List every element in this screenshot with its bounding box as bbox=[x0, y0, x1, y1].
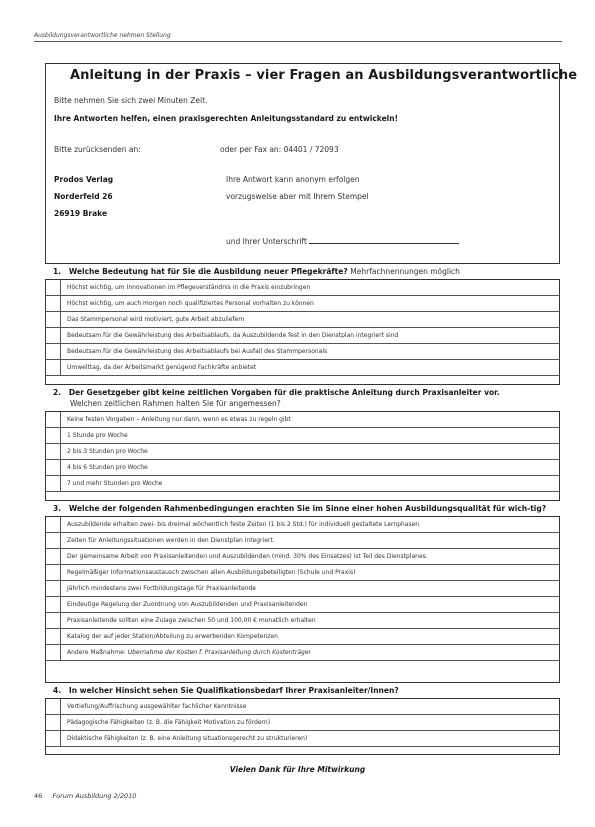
question-text: In welcher Hinsicht sehen Sie Qualifikationsbedarf Ihrer Praxisanleiter/Innen? bbox=[68, 686, 399, 695]
list-item: Regelmäßiger Informationsaustausch zwischen allen Ausbildungsbeteiligten (Schule und Praxis) bbox=[45, 565, 560, 581]
checkbox[interactable] bbox=[45, 428, 61, 444]
checkbox[interactable] bbox=[45, 715, 61, 731]
list-item bbox=[45, 645, 560, 661]
list-item: Katalog der auf jeder Station/Abteilung zu erwerbenden Kompetenzen bbox=[45, 629, 560, 645]
question-4-heading bbox=[45, 682, 560, 699]
question-text: Welche Bedeutung hat für Sie die Ausbildung neuer Pflegekräfte? bbox=[68, 267, 348, 276]
question-hint: Mehrfachnennungen möglich bbox=[350, 267, 460, 276]
checkbox[interactable] bbox=[45, 444, 61, 460]
intro-line-1: Bitte nehmen Sie sich zwei Minuten Zeit. bbox=[54, 96, 208, 105]
question-number: 3. bbox=[53, 504, 62, 513]
checkbox[interactable] bbox=[45, 565, 61, 581]
checkbox[interactable] bbox=[45, 280, 61, 296]
checkbox[interactable] bbox=[45, 613, 61, 629]
list-item: 4 bis 6 Stunden pro Woche bbox=[45, 460, 560, 476]
checkbox[interactable] bbox=[45, 360, 61, 376]
checkbox[interactable] bbox=[45, 645, 61, 661]
page-number: 46 bbox=[34, 792, 43, 800]
list-item: 7 und mehr Stunden pro Woche bbox=[45, 476, 560, 492]
address-line-3: 26919 Brake bbox=[54, 209, 108, 218]
question-text: Welche der folgenden Rahmenbedingungen erachten Sie im Sinne einer hohen Ausbildungsqualität für wich-tig? bbox=[68, 504, 547, 513]
question-1-heading bbox=[45, 263, 560, 280]
thanks-note: Vielen Dank für Ihre Mitwirkung bbox=[229, 765, 366, 774]
question-1-options bbox=[45, 280, 560, 376]
checkbox[interactable] bbox=[45, 629, 61, 645]
question-2-options bbox=[45, 412, 560, 492]
question-number: 1. bbox=[53, 267, 62, 276]
question-subtext: Welchen zeitlichen Rahmen halten Sie für angemessen? bbox=[70, 399, 281, 408]
intro-line-2: Ihre Antworten helfen, einen praxisgerechten Anleitungsstandard zu entwickeln! bbox=[54, 114, 398, 123]
other-measure-label: Andere Maßnahme: bbox=[67, 649, 126, 656]
list-item: 1 Stunde pro Woche bbox=[45, 428, 560, 444]
question-2-heading bbox=[45, 384, 560, 412]
question-4 bbox=[45, 682, 560, 747]
signature-line[interactable] bbox=[309, 236, 459, 244]
list-item: 2 bis 3 Stunden pro Woche bbox=[45, 444, 560, 460]
checkbox[interactable] bbox=[45, 699, 61, 715]
checkbox[interactable] bbox=[45, 328, 61, 344]
checkbox[interactable] bbox=[45, 296, 61, 312]
signature-label: und Ihrer Unterschrift bbox=[226, 237, 307, 246]
list-item: Vertiefung/Auffrischung ausgewählter fachlicher Kenntnisse bbox=[45, 699, 560, 715]
question-1 bbox=[45, 263, 560, 376]
running-head bbox=[34, 32, 562, 42]
checkbox[interactable] bbox=[45, 344, 61, 360]
list-item: Bedeutsam für die Gewährleistung des Arbeitsablaufs, da Auszubildende fest in den Dienstplan integriert sind bbox=[45, 328, 560, 344]
checkbox[interactable] bbox=[45, 476, 61, 492]
list-item: Eindeutige Regelung der Zuordnung von Auszubildenden und Praxisanleitenden bbox=[45, 597, 560, 613]
address-line-1: Prodos Verlag bbox=[54, 175, 114, 184]
checkbox[interactable] bbox=[45, 460, 61, 476]
list-item: Jährlich mindestens zwei Fortbildungstage für Praxisanleitende bbox=[45, 581, 560, 597]
checkbox[interactable] bbox=[45, 517, 61, 533]
list-item: Keine festen Vorgaben – Anleitung nur dann, wenn es etwas zu regeln gibt bbox=[45, 412, 560, 428]
question-number: 2. bbox=[53, 388, 62, 397]
list-item: Didaktische Fähigkeiten (z. B. eine Anleitung situationsgerecht zu strukturieren) bbox=[45, 731, 560, 747]
list-item: Bedeutsam für die Gewährleistung des Arbeitsablaufs bei Ausfall des Stammpersonals bbox=[45, 344, 560, 360]
question-3-options bbox=[45, 517, 560, 661]
list-item: Auszubildende erhalten zwei- bis dreimal wöchentlich feste Zeiten (1 bis 2 Std.) für individuell gestaltete Lernphasen bbox=[45, 517, 560, 533]
question-3-heading bbox=[45, 500, 560, 517]
anonymous-note: Ihre Antwort kann anonym erfolgen bbox=[226, 175, 360, 184]
checkbox[interactable] bbox=[45, 597, 61, 613]
question-number: 4. bbox=[53, 686, 62, 695]
checkbox[interactable] bbox=[45, 312, 61, 328]
question-4-options bbox=[45, 699, 560, 747]
checkbox[interactable] bbox=[45, 549, 61, 565]
list-item: Das Stammpersonal wird motiviert, gute Arbeit abzuliefern bbox=[45, 312, 560, 328]
question-3 bbox=[45, 500, 560, 661]
checkbox[interactable] bbox=[45, 581, 61, 597]
list-item: Höchst wichtig, um auch morgen noch qualifiziertes Personal vorhalten zu können bbox=[45, 296, 560, 312]
send-label: Bitte zurücksenden an: bbox=[54, 145, 141, 154]
checkbox[interactable] bbox=[45, 412, 61, 428]
page-footer bbox=[34, 792, 136, 800]
list-item: Umwelttag, da der Arbeitsmarkt genügend Fachkräfte anbietet bbox=[45, 360, 560, 376]
magazine-name: Forum Ausbildung 2/2010 bbox=[52, 792, 137, 800]
fax-label: oder per Fax an: 04401 / 72093 bbox=[220, 145, 339, 154]
address-line-2: Norderfeld 26 bbox=[54, 192, 113, 201]
list-item: Pädagogische Fähigkeiten (z. B. die Fähigkeit Motivation zu fördern) bbox=[45, 715, 560, 731]
other-measure-answer[interactable]: Übernahme der Kosten f. Praxisanleitung durch Kostenträger bbox=[127, 649, 311, 656]
page-title: Anleitung in der Praxis – vier Fragen an Ausbildungsverantwortliche bbox=[70, 68, 578, 83]
running-head-text: Ausbildungsverantwortliche nehmen Stellung bbox=[34, 32, 171, 39]
list-item: Praxisanleitende sollten eine Zulage zwischen 50 und 100,00 € monatlich erhalten bbox=[45, 613, 560, 629]
list-item: Zeiten für Anleitungssituationen werden in den Dienstplan integriert. bbox=[45, 533, 560, 549]
question-text: Der Gesetzgeber gibt keine zeitlichen Vorgaben für die praktische Anleitung durch Praxisanleiter vor. bbox=[68, 388, 500, 397]
checkbox[interactable] bbox=[45, 731, 61, 747]
stamp-note: vorzugsweise aber mit Ihrem Stempel bbox=[226, 192, 369, 201]
list-item: Höchst wichtig, um Innovationen im Pflegeverständnis in die Praxis einzubringen bbox=[45, 280, 560, 296]
signature-field[interactable] bbox=[226, 236, 459, 246]
list-item: Der gemeinsame Arbeit von Praxisanleitenden und Auszubildenden (mind. 30% des Einsatzes) ist Teil des Dienstplanes. bbox=[45, 549, 560, 565]
question-2 bbox=[45, 384, 560, 492]
checkbox[interactable] bbox=[45, 533, 61, 549]
